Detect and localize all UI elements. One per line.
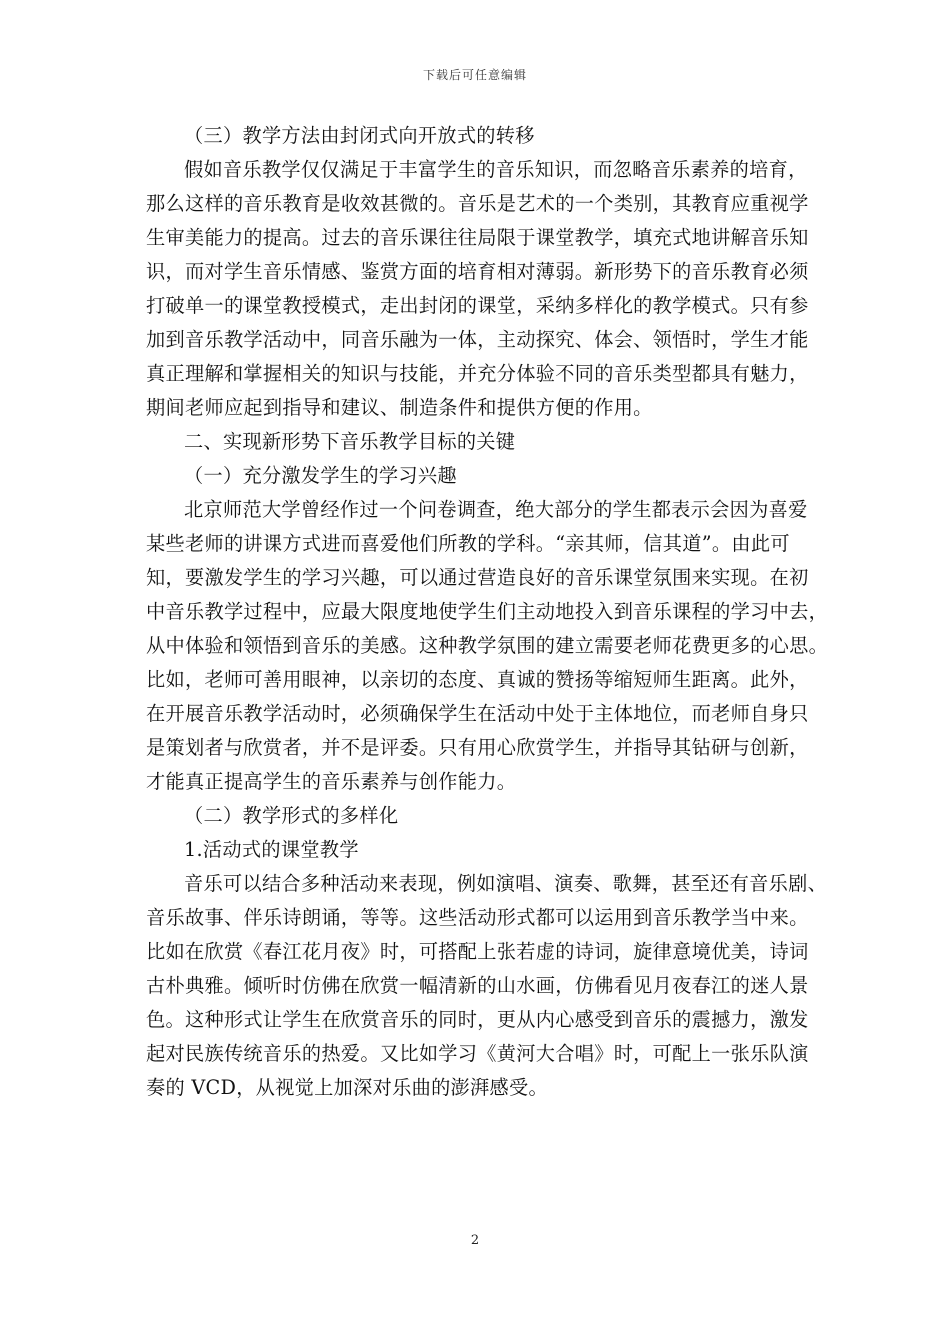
text-line: 古朴典雅。倾听时仿佛在欣赏一幅清新的山水画，仿佛看见月夜春江的迷人景: [146, 974, 809, 997]
text-line: 色。这种形式让学生在欣赏音乐的同时，更从内心感受到音乐的震撼力，激发: [146, 1008, 809, 1031]
page-number: 2: [470, 1233, 480, 1248]
text-line: 假如音乐教学仅仅满足于丰富学生的音乐知识，而忽略音乐素养的培育，: [184, 158, 808, 181]
text-line: 在开展音乐教学活动时，必须确保学生在活动中处于主体地位，而老师自身只: [146, 702, 809, 725]
text-line: 中音乐教学过程中，应最大限度地使学生们主动地投入到音乐课程的学习中去，: [146, 600, 829, 623]
text-line: 知，要激发学生的学习兴趣，可以通过营造良好的音乐课堂氛围来实现。在初: [146, 566, 809, 589]
page-header: 下载后可任意编辑: [422, 68, 527, 82]
text-line: 音乐故事、伴乐诗朗诵，等等。这些活动形式都可以运用到音乐教学当中来。: [146, 906, 809, 929]
text-line: 比如，老师可善用眼神，以亲切的态度、真诚的赞扬等缩短师生距离。此外，: [146, 668, 809, 691]
text-line: 才能真正提高学生的音乐素养与创作能力。: [146, 770, 517, 793]
text-line: 某些老师的讲课方式进而喜爱他们所教的学科。“亲其师，信其道”。由此可: [146, 532, 790, 555]
text-line: 打破单一的课堂教授模式，走出封闭的课堂，采纳多样化的教学模式。只有参: [146, 294, 809, 317]
text-line: 奏的 VCD，从视觉上加深对乐曲的澎湃感受。: [146, 1076, 548, 1099]
text-line: 那么这样的音乐教育是收效甚微的。音乐是艺术的一个类别，其教育应重视学: [146, 192, 809, 215]
text-line: 北京师范大学曾经作过一个问卷调查，绝大部分的学生都表示会因为喜爱: [184, 498, 808, 521]
text-line: 加到音乐教学活动中，同音乐融为一体，主动探究、体会、领悟时，学生才能: [146, 328, 809, 351]
text-line: （一）充分激发学生的学习兴趣: [184, 464, 457, 487]
text-line: 起对民族传统音乐的热爱。又比如学习《黄河大合唱》时，可配上一张乐队演: [146, 1042, 809, 1065]
text-line: 二、实现新形势下音乐教学目标的关键: [184, 430, 516, 453]
text-line: 音乐可以结合多种活动来表现，例如演唱、演奏、歌舞，甚至还有音乐剧、: [184, 872, 828, 895]
text-line: （三）教学方法由封闭式向开放式的转移: [184, 124, 535, 147]
text-line: （二）教学形式的多样化: [184, 804, 399, 827]
text-line: 从中体验和领悟到音乐的美感。这种教学氛围的建立需要老师花费更多的心思。: [146, 634, 829, 657]
text-line: 真正理解和掌握相关的知识与技能，并充分体验不同的音乐类型都具有魅力，: [146, 362, 809, 385]
text-line: 1.活动式的课堂教学: [184, 838, 359, 861]
text-line: 生审美能力的提高。过去的音乐课往往局限于课堂教学，填充式地讲解音乐知: [146, 226, 809, 249]
body-text: [146, 119, 829, 1105]
text-line: 是策划者与欣赏者，并不是评委。只有用心欣赏学生，并指导其钻研与创新，: [146, 736, 809, 759]
text-line: 期间老师应起到指导和建议、制造条件和提供方便的作用。: [146, 396, 653, 419]
text-line: 比如在欣赏《春江花月夜》时，可搭配上张若虚的诗词，旋律意境优美，诗词: [146, 940, 809, 963]
text-line: 识，而对学生音乐情感、鉴赏方面的培育相对薄弱。新形势下的音乐教育必须: [146, 260, 809, 283]
